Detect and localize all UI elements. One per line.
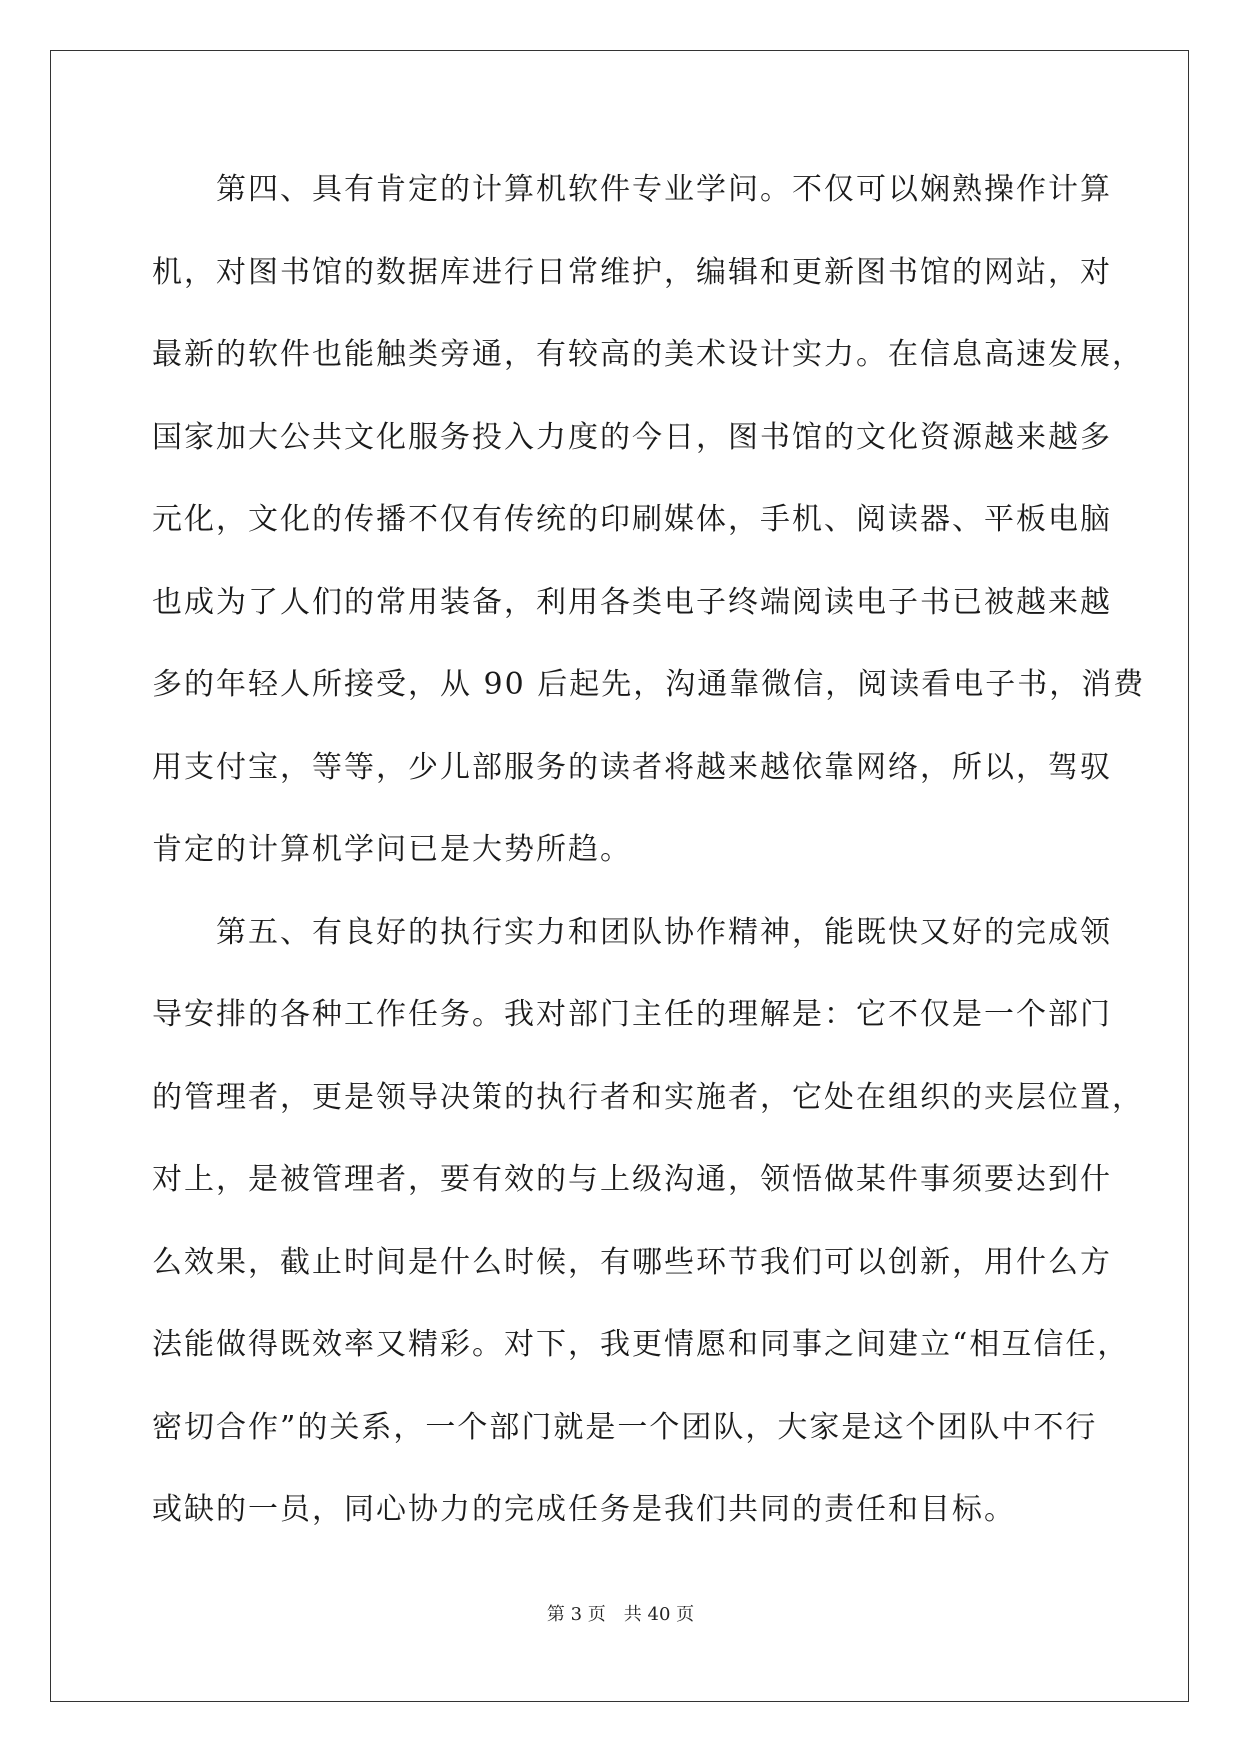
text-line: 肯定的计算机学问已是大势所趋。 [152,832,632,867]
text-line: 第四、具有肯定的计算机软件专业学问。不仅可以娴熟操作计算 [216,172,1112,207]
text-line: 用支付宝，等等，少儿部服务的读者将越来越依靠网络，所以，驾驭 [152,749,1112,785]
text-line: 元化，文化的传播不仅有传统的印刷媒体，手机、阅读器、平板电脑 [152,502,1112,537]
text-line: 或缺的一员，同心协力的完成任务是我们共同的责任和目标。 [152,1492,1016,1527]
text-line: 多的年轻人所接受，从 90 后起先，沟通靠微信，阅读看电子书，消费 [152,667,1146,702]
text-line: 的管理者，更是领导决策的执行者和实施者，它处在组织的夹层位置， [152,1079,1144,1115]
text-line: 最新的软件也能触类旁通，有较高的美术设计实力。在信息高速发展， [152,337,1144,372]
page-footer: 第 3 页 共 40 页 [546,1604,695,1625]
text-line: 国家加大公共文化服务投入力度的今日，图书馆的文化资源越来越多 [152,419,1112,455]
text-line: 密切合作”的关系，一个部门就是一个团队，大家是这个团队中不行 [152,1409,1098,1445]
text-line: 第五、有良好的执行实力和团队协作精神，能既快又好的完成领 [216,914,1112,950]
text-line: 导安排的各种工作任务。我对部门主任的理解是：它不仅是一个部门 [152,997,1112,1032]
text-line: 法能做得既效率又精彩。对下，我更情愿和同事之间建立“相互信任， [152,1327,1130,1362]
text-line: 也成为了人们的常用装备，利用各类电子终端阅读电子书已被越来越 [152,584,1112,620]
text-line: 对上，是被管理者，要有效的与上级沟通，领悟做某件事须要达到什 [152,1162,1112,1197]
document-body [152,160,1146,1563]
text-line: 么效果，截止时间是什么时候，有哪些环节我们可以创新，用什么方 [152,1244,1112,1280]
text-line: 机，对图书馆的数据库进行日常维护，编辑和更新图书馆的网站，对 [152,254,1112,290]
